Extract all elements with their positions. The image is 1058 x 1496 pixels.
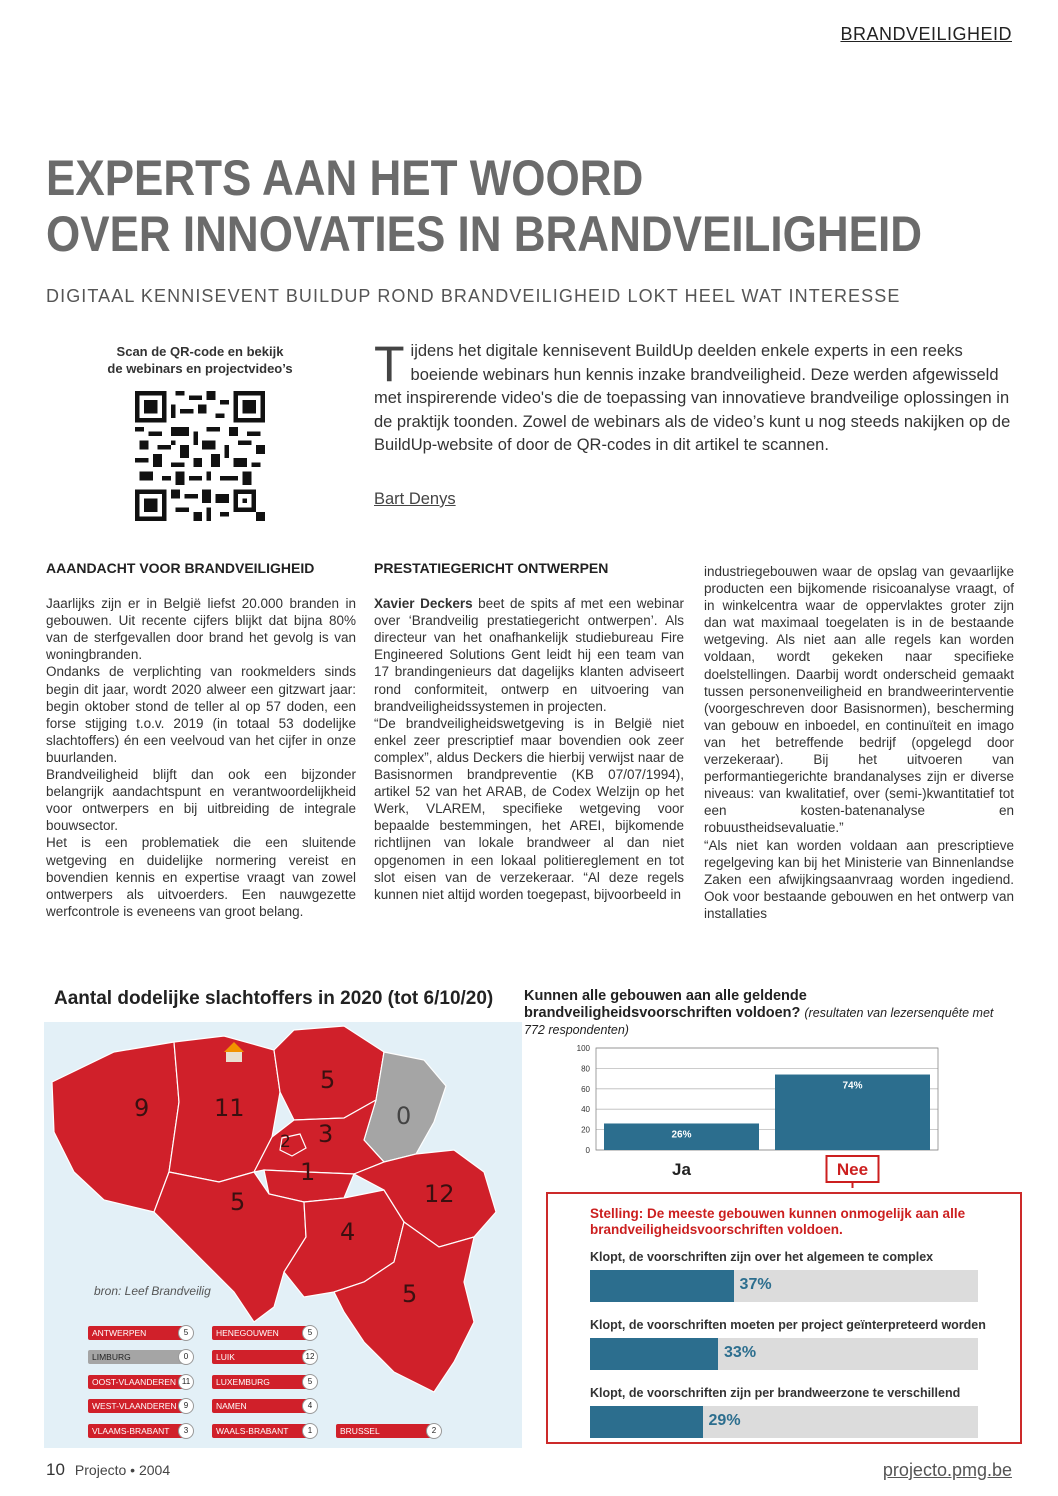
map-region-number: 1 <box>300 1158 316 1186</box>
column-1-paragraph: Brandveiligheid blijft dan ook een bijzonder belangrijk aandachtspunt en verantwoordelijkheid voor ontwerpers en bij uitbreiding de integrale bouwsector. <box>46 767 356 834</box>
legend-value: 2 <box>426 1423 442 1439</box>
statement-bar-track <box>590 1338 978 1370</box>
legend-item: LIMBURG <box>88 1350 184 1364</box>
map-region-number: 12 <box>424 1180 455 1208</box>
statement-option-label: Klopt, de voorschriften zijn per brandweerzone te verschillend <box>590 1386 961 1400</box>
map-region-number: 0 <box>396 1102 412 1130</box>
legend-item: WAALS-BRABANT <box>212 1424 308 1438</box>
qr-caption <box>90 343 310 377</box>
intro-paragraph <box>374 336 1014 458</box>
column-2 <box>374 560 684 903</box>
statement-bar-track <box>590 1406 978 1438</box>
legend-value: 5 <box>302 1325 318 1341</box>
chart-y-tick-label: 20 <box>581 1125 590 1135</box>
survey-subtitle: (resultaten van lezersenquête met 772 respondenten) <box>524 1006 994 1037</box>
intro-text: ijdens het digitale kennisevent BuildUp deelden enkele experts in een reeks boeiende webinars hun kennis inzake brandveiligheid. Deze werden afgewisseld met inspirerende video's die de toepassing van innovatieve brandveilige oplossingen in de praktijk toonden. Zowel de webinars als de video’s kunt u nog steeds nakijken op de BuildUp-website of door de QR-codes in dit artikel te scannen. <box>374 342 1011 454</box>
subheadline: DIGITAAL KENNISEVENT BUILDUP ROND BRANDVEILIGHEID LOKT HEEL WAT INTERESSE <box>46 286 901 306</box>
legend-value: 3 <box>178 1423 194 1439</box>
column-2-paragraph <box>374 595 684 715</box>
legend-item: NAMEN <box>212 1399 308 1413</box>
statement-option-label: Klopt, de voorschriften moeten per project geïnterpreteerd worden <box>590 1318 986 1332</box>
speaker-name: Xavier Deckers <box>374 596 473 612</box>
chart-y-tick-label: 40 <box>581 1105 590 1115</box>
headline-line-2: OVER INNOVATIES IN BRANDVEILIGHEID <box>46 206 923 262</box>
legend-value: 11 <box>178 1374 194 1390</box>
column-3-paragraph: industriegebouwen waar de opslag van gevaarlijke producten een bijkomende risicoanalyse vraagt, of in winkelcentra waar de oppervlaktes groter zijn dan wat maximaal toegelaten is in de bestaande wetgeving. Als niet aan alle regels kan worden voldaan, wordt gekeken naar specifieke doelstellingen. Daarbij wordt onderscheid gemaakt tussen personenveiligheid en brandweerinterventie (voorgeschreven door Basisnormen), bescherming van gebouw en inboedel, en continuïteit en imago van het betreffende bedrijf (opgelegd door verzekeraar). Bij het uitvoeren van performantiegerichte brandanalyses zijn er diverse niveaus: van kwalitatief, over (semi-)kwantitatief tot een kosten-batenanalyse en robuustheidsevaluatie.” <box>704 564 1014 836</box>
map-region-number: 5 <box>402 1280 418 1308</box>
statement-title: Stelling: De meeste gebouwen kunnen onmogelijk aan alle brandveiligheidsvoorschriften voldoen. <box>590 1206 966 1237</box>
survey-bar-chart <box>560 1038 950 1188</box>
map-region-number: 3 <box>318 1120 334 1148</box>
legend-item: VLAAMS-BRABANT <box>88 1424 184 1438</box>
legend-value: 5 <box>302 1374 318 1390</box>
page-number: 10 <box>46 1460 65 1479</box>
qr-caption-line-2: de webinars en projectvideo’s <box>107 361 293 376</box>
statement-bar <box>590 1338 718 1370</box>
statement-bar-track <box>590 1270 978 1302</box>
statement-value: 33% <box>724 1344 757 1361</box>
headline-line-1: EXPERTS AAN HET WOORD <box>46 150 644 206</box>
map-title: Aantal dodelijke slachtoffers in 2020 (tot 6/10/20) <box>54 988 494 1009</box>
statement-box <box>546 1192 1022 1444</box>
chart-data-label: 74% <box>842 1080 863 1092</box>
chart-y-tick-label: 100 <box>576 1044 590 1053</box>
legend-item: LUXEMBURG <box>212 1375 308 1389</box>
qr-code-icon[interactable] <box>135 391 265 521</box>
map-region-number: 5 <box>320 1066 336 1094</box>
legend-item: BRUSSEL <box>336 1424 432 1438</box>
survey-question: Kunnen alle gebouwen aan alle geldende brandveiligheidsvoorschriften voldoen? <box>524 988 807 1021</box>
column-2-text: beet de spits af met een webinar over ‘Brandveilig prestatiegericht ontwerpen’. Als directeur van het onafhankelijk studiebureau Fire Engineered Solutions Gent leidt hij een team van 17 brandingenieurs dat dagelijks klanten adviseert rond conformiteit, ontwerp en uitvoering van brandveiligheidssystemen in projecten. <box>374 596 685 714</box>
legend-item: OOST-VLAANDEREN <box>88 1375 184 1389</box>
map-region-number: 4 <box>340 1218 356 1246</box>
legend-value: 5 <box>178 1325 194 1341</box>
statement-bar <box>590 1406 703 1438</box>
column-3 <box>704 563 1014 922</box>
chart-y-tick-label: 80 <box>581 1064 590 1074</box>
belgium-map <box>44 1022 522 1448</box>
legend-value: 12 <box>302 1349 318 1365</box>
column-1 <box>46 560 356 920</box>
magazine-name: Projecto • 2004 <box>74 1462 171 1478</box>
map-region-west-vlaanderen <box>52 1042 179 1212</box>
chart-y-tick-label: 60 <box>581 1084 590 1094</box>
map-region-number: 2 <box>280 1132 291 1152</box>
qr-caption-line-1: Scan de QR-code en bekijk <box>116 344 284 359</box>
footer-left <box>46 1460 170 1480</box>
footer-url-link[interactable]: projecto.pmg.be <box>882 1460 1012 1480</box>
section-tag: BRANDVEILIGHEID <box>840 24 1012 44</box>
legend-value: 0 <box>178 1349 194 1365</box>
survey-title <box>524 988 1014 1039</box>
column-1-heading: AAANDACHT VOOR BRANDVEILIGHEID <box>46 560 315 576</box>
headline <box>46 150 923 262</box>
author-link[interactable]: Bart Denys <box>374 490 456 508</box>
legend-value: 1 <box>302 1423 318 1439</box>
chart-category-label: Nee <box>836 1160 869 1179</box>
map-region-number: 5 <box>230 1188 246 1216</box>
column-1-paragraph: Jaarlijks zijn er in België liefst 20.000 branden in gebouwen. Uit recente cijfers blijkt dat bijna 80% van de sterfgevallen door brand het gevolg is van woningbranden. <box>46 596 356 663</box>
dropcap: T <box>374 336 405 392</box>
legend-item: HENEGOUWEN <box>212 1326 308 1340</box>
column-1-paragraph: Ondanks de verplichting van rookmelders sinds begin dit jaar, wordt 2020 alweer een gitzwart jaar: begin oktober stond de teller al op 57 doden, een forse stijging t.o.v. 2019 (in totaal 53 dodelijke slachtoffers) én een veelvoud van het cijfer in onze buurlanden. <box>46 664 356 765</box>
map-region-number: 11 <box>214 1094 245 1122</box>
column-2-paragraph: “De brandveiligheidswetgeving is in België niet enkel zeer prescriptief maar bovendien ook zeer complex”, aldus Deckers die hierbij verwijst naar de Basisnormen brandpreventie (KB 07/07/1994), artikel 52 van het ARAB, de Codex Welzijn op het Werk, VLAREM, specifieke wetgeving voor bepaalde bestemmingen, het AREI, bijkomende richtlijnen van lokale brandweer al dan niet opgenomen in een lokaal politiereglement en tot slot eisen van de verzekeraar. “Al deze regels kunnen niet altijd worden toegepast, bijvoorbeeld in <box>374 715 684 902</box>
legend-item: WEST-VLAANDEREN <box>88 1399 184 1413</box>
chart-category-label: Ja <box>672 1160 691 1179</box>
statement-option-label: Klopt, de voorschriften zijn over het algemeen te complex <box>590 1250 934 1264</box>
chart-y-tick-label: 0 <box>585 1146 590 1155</box>
legend-value: 4 <box>302 1398 318 1414</box>
legend-value: 9 <box>178 1398 194 1414</box>
qr-block <box>90 343 310 526</box>
map-source: bron: Leef Brandveilig <box>94 1284 211 1298</box>
chart-data-label: 26% <box>671 1129 692 1141</box>
statement-value: 37% <box>739 1276 772 1293</box>
legend-item: LUIK <box>212 1350 308 1364</box>
map-region-number: 9 <box>134 1094 150 1122</box>
statement-bar <box>590 1270 734 1302</box>
column-3-paragraph: “Als niet kan worden voldaan aan prescriptieve regelgeving kan bij het Ministerie van Binnenlandse Zaken een afwijkingsaanvraag worden ingediend. Ook voor bestaande gebouwen en het ontwerp van installaties <box>704 837 1014 921</box>
column-1-paragraph: Het is een problematiek die een sluitende wetgeving en duidelijke normering vereist en bovendien kennis en expertise vraagt van zowel ontwerpers als uitvoerders. Een nauwgezette werfcontrole is eveneens van groot belang. <box>46 835 356 919</box>
legend-item: ANTWERPEN <box>88 1326 184 1340</box>
statement-value: 29% <box>708 1412 741 1429</box>
column-2-heading: PRESTATIEGERICHT ONTWERPEN <box>374 560 609 576</box>
